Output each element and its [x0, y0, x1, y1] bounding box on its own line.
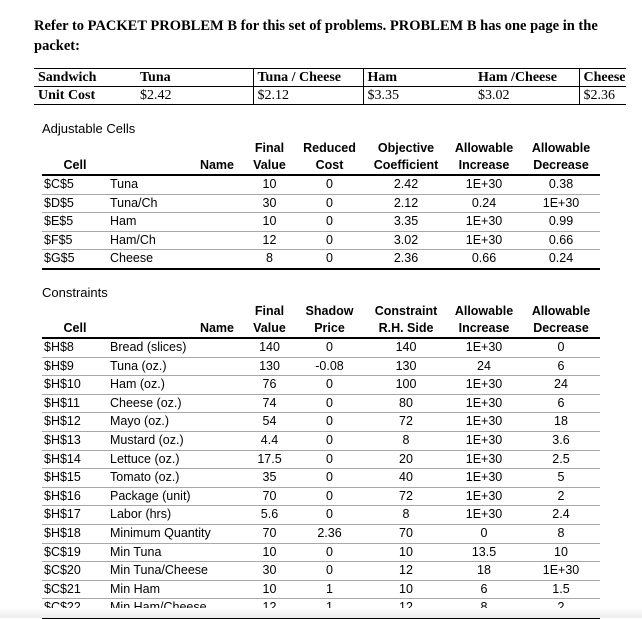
col-final-value-top: Final: [254, 304, 285, 318]
allowable-increase: 0.66: [446, 250, 522, 269]
col-objective-coefficient-bottom: Coefficient: [366, 157, 446, 175]
cell-ref: $H$14: [42, 450, 108, 469]
table-row: [42, 213, 600, 232]
final-value: 70: [246, 524, 293, 543]
constraint-rhs: 40: [366, 469, 446, 488]
col-final-value-top: Final: [254, 141, 285, 155]
cell-name: Lettuce (oz.): [108, 450, 246, 469]
objective-coefficient: 3.35: [366, 213, 446, 232]
cell-name: Package (unit): [108, 487, 246, 506]
allowable-increase: 1E+30: [446, 431, 522, 450]
allowable-decrease: 1E+30: [522, 562, 600, 581]
bottom-edge-shade: [0, 608, 642, 618]
allowable-decrease: 2.4: [522, 506, 600, 525]
allowable-decrease: 24: [522, 376, 600, 395]
allowable-increase: 1E+30: [446, 506, 522, 525]
constraint-rhs: 10: [366, 543, 446, 562]
cell-ref: $H$10: [42, 376, 108, 395]
final-value: 5.6: [246, 506, 293, 525]
allowable-decrease: 2: [522, 487, 600, 506]
table-row: [42, 194, 600, 213]
objective-coefficient: 2.36: [366, 250, 446, 269]
cell-name: Ham: [108, 213, 246, 232]
cell-ref: $H$13: [42, 431, 108, 450]
shadow-price: 0: [293, 543, 366, 562]
sandwich-name-ham: Ham: [363, 69, 474, 87]
adjustable-cells-title: Adjustable Cells: [42, 121, 136, 136]
table-row: [42, 562, 600, 581]
allowable-decrease: 0.66: [522, 231, 600, 250]
col-allowable-decrease-top: Allowable: [531, 304, 591, 318]
allowable-increase: 1E+30: [446, 231, 522, 250]
cell-name: Bread (slices): [108, 338, 246, 357]
col-final-value-bottom: Value: [246, 320, 293, 338]
shadow-price: 0: [293, 487, 366, 506]
final-value: 130: [246, 357, 293, 376]
constraint-rhs: 8: [366, 506, 446, 525]
col-cell: Cell: [42, 320, 108, 338]
col-shadow-price-bottom: Price: [293, 320, 366, 338]
allowable-decrease: 0.99: [522, 213, 600, 232]
table-row: [42, 250, 600, 269]
shadow-price: 0: [293, 450, 366, 469]
final-value: 10: [246, 175, 293, 194]
cell-ref: $E$5: [42, 213, 108, 232]
problem-instructions: Refer to PACKET PROBLEM B for this set of problems. PROBLEM B has one page in the packet:: [34, 18, 598, 54]
reduced-cost: 0: [293, 175, 366, 194]
cell-ref: $C$21: [42, 580, 108, 599]
table-row: [42, 524, 600, 543]
allowable-increase: 13.5: [446, 543, 522, 562]
final-value: 12: [246, 231, 293, 250]
cell-ref: $G$5: [42, 250, 108, 269]
col-reduced-cost-bottom: Cost: [293, 157, 366, 175]
col-allowable-increase-top: Allowable: [454, 304, 514, 318]
cell-name: Ham/Ch: [108, 231, 246, 250]
col-shadow-price-top: Shadow: [305, 304, 354, 318]
final-value: 30: [246, 194, 293, 213]
objective-coefficient: 2.42: [366, 175, 446, 194]
cell-name: Mustard (oz.): [108, 431, 246, 450]
shadow-price: -0.08: [293, 357, 366, 376]
table-row: [42, 543, 600, 562]
cell-name: Tuna (oz.): [108, 357, 246, 376]
col-cell: Cell: [42, 157, 108, 175]
unit-cost-row: [34, 87, 626, 105]
col-name: Name: [108, 157, 246, 175]
allowable-increase: 1E+30: [446, 394, 522, 413]
allowable-increase: 1E+30: [446, 213, 522, 232]
allowable-increase: 0: [446, 524, 522, 543]
col-name: Name: [108, 320, 246, 338]
final-value: 17.5: [246, 450, 293, 469]
shadow-price: 0: [293, 376, 366, 395]
col-allowable-increase-top: Allowable: [454, 141, 514, 155]
cell-ref: $C$20: [42, 562, 108, 581]
objective-coefficient: 2.12: [366, 194, 446, 213]
shadow-price: 0: [293, 394, 366, 413]
sandwich-name-tuna-cheese: Tuna / Cheese: [253, 69, 363, 87]
unit-cost-ham: $3.35: [363, 87, 474, 105]
cell-ref: $H$12: [42, 413, 108, 432]
cell-ref: $H$15: [42, 469, 108, 488]
cell-name: Minimum Quantity: [108, 524, 246, 543]
cell-ref: $C$19: [42, 543, 108, 562]
constraints-title: Constraints: [42, 285, 108, 300]
table-row: [42, 175, 600, 194]
shadow-price: 0: [293, 338, 366, 357]
col-allowable-decrease-top: Allowable: [531, 141, 591, 155]
cell-ref: $H$17: [42, 506, 108, 525]
constraint-rhs: 80: [366, 394, 446, 413]
constraint-rhs: 10: [366, 580, 446, 599]
allowable-decrease: 5: [522, 469, 600, 488]
final-value: 70: [246, 487, 293, 506]
col-objective-coefficient-top: Objective: [377, 141, 435, 155]
unit-cost-ham-cheese: $3.02: [474, 87, 579, 105]
final-value: 140: [246, 338, 293, 357]
constraint-rhs: 72: [366, 487, 446, 506]
allowable-decrease: 6: [522, 394, 600, 413]
col-reduced-cost-top: Reduced: [303, 141, 356, 155]
table-row: [42, 450, 600, 469]
allowable-increase: 0.24: [446, 194, 522, 213]
allowable-increase: 24: [446, 357, 522, 376]
allowable-increase: 1E+30: [446, 338, 522, 357]
shadow-price: 1: [293, 580, 366, 599]
cell-name: Cheese: [108, 250, 246, 269]
allowable-decrease: 0: [522, 338, 600, 357]
cell-name: Min Ham: [108, 580, 246, 599]
cell-name: Cheese (oz.): [108, 394, 246, 413]
reduced-cost: 0: [293, 231, 366, 250]
constraint-rhs: 12: [366, 562, 446, 581]
cell-name: Mayo (oz.): [108, 413, 246, 432]
unit-cost-cheese: $2.36: [579, 87, 626, 105]
col-final-value-bottom: Value: [246, 157, 293, 175]
col-allowable-increase-bottom: Increase: [446, 320, 522, 338]
reduced-cost: 0: [293, 250, 366, 269]
final-value: 10: [246, 213, 293, 232]
allowable-decrease: 3.6: [522, 431, 600, 450]
reduced-cost: 0: [293, 213, 366, 232]
allowable-increase: 1E+30: [446, 450, 522, 469]
final-value: 8: [246, 250, 293, 269]
table-row: [42, 338, 600, 357]
shadow-price: 2.36: [293, 524, 366, 543]
allowable-decrease: 1E+30: [522, 194, 600, 213]
allowable-increase: 18: [446, 562, 522, 581]
allowable-decrease: 2.5: [522, 450, 600, 469]
cell-ref: $D$5: [42, 194, 108, 213]
table-row: [42, 394, 600, 413]
sandwich-name-ham-cheese: Ham /Cheese: [474, 69, 579, 87]
constraints-table: [42, 303, 600, 619]
cell-name: Min Tuna/Cheese: [108, 562, 246, 581]
table-row: [42, 487, 600, 506]
table-row: [42, 469, 600, 488]
final-value: 30: [246, 562, 293, 581]
allowable-increase: 1E+30: [446, 469, 522, 488]
col-allowable-decrease-bottom: Decrease: [522, 157, 600, 175]
allowable-increase: 1E+30: [446, 376, 522, 395]
cell-name: Tuna: [108, 175, 246, 194]
unit-cost-label: Unit Cost: [34, 87, 136, 105]
allowable-increase: 6: [446, 580, 522, 599]
final-value: 4.4: [246, 431, 293, 450]
shadow-price: 0: [293, 469, 366, 488]
allowable-increase: 1E+30: [446, 175, 522, 194]
table-row: [42, 580, 600, 599]
constraint-rhs: 140: [366, 338, 446, 357]
allowable-decrease: 1.5: [522, 580, 600, 599]
constraint-rhs: 130: [366, 357, 446, 376]
cell-name: Ham (oz.): [108, 376, 246, 395]
constraint-rhs: 100: [366, 376, 446, 395]
sandwich-label: Sandwich: [34, 69, 136, 87]
allowable-decrease: 0.38: [522, 175, 600, 194]
allowable-increase: 1E+30: [446, 487, 522, 506]
allowable-decrease: 0.24: [522, 250, 600, 269]
reduced-cost: 0: [293, 194, 366, 213]
table-row: [42, 231, 600, 250]
col-allowable-increase-bottom: Increase: [446, 157, 522, 175]
constraint-rhs: 20: [366, 450, 446, 469]
shadow-price: 0: [293, 431, 366, 450]
col-constraint-rhs-bottom: R.H. Side: [366, 320, 446, 338]
cell-name: Tomato (oz.): [108, 469, 246, 488]
sandwich-name-tuna: Tuna: [136, 69, 253, 87]
shadow-price: 0: [293, 413, 366, 432]
allowable-decrease: 8: [522, 524, 600, 543]
table-row: [42, 506, 600, 525]
table-row: [42, 357, 600, 376]
sandwich-row: [34, 69, 626, 87]
final-value: 54: [246, 413, 293, 432]
cell-name: Min Tuna: [108, 543, 246, 562]
shadow-price: 0: [293, 506, 366, 525]
cell-ref: $H$11: [42, 394, 108, 413]
unit-cost-tuna-cheese: $2.12: [253, 87, 363, 105]
cell-ref: $H$18: [42, 524, 108, 543]
allowable-decrease: 6: [522, 357, 600, 376]
sandwich-cost-table: [34, 68, 626, 105]
constraint-rhs: 72: [366, 413, 446, 432]
shadow-price: 0: [293, 562, 366, 581]
table-row: [42, 431, 600, 450]
cell-ref: $F$5: [42, 231, 108, 250]
adjustable-cells-table: [42, 140, 600, 270]
table-row: [42, 413, 600, 432]
col-allowable-decrease-bottom: Decrease: [522, 320, 600, 338]
allowable-decrease: 18: [522, 413, 600, 432]
final-value: 35: [246, 469, 293, 488]
final-value: 10: [246, 580, 293, 599]
constraint-rhs: 8: [366, 431, 446, 450]
constraint-rhs: 70: [366, 524, 446, 543]
col-constraint-rhs-top: Constraint: [374, 304, 438, 318]
allowable-increase: 1E+30: [446, 413, 522, 432]
cell-ref: $H$8: [42, 338, 108, 357]
cell-name: Tuna/Ch: [108, 194, 246, 213]
table-row: [42, 376, 600, 395]
cell-ref: $C$5: [42, 175, 108, 194]
unit-cost-tuna: $2.42: [136, 87, 253, 105]
final-value: 76: [246, 376, 293, 395]
objective-coefficient: 3.02: [366, 231, 446, 250]
allowable-decrease: 10: [522, 543, 600, 562]
final-value: 74: [246, 394, 293, 413]
cell-ref: $H$16: [42, 487, 108, 506]
final-value: 10: [246, 543, 293, 562]
cell-name: Labor (hrs): [108, 506, 246, 525]
sandwich-name-cheese: Cheese: [579, 69, 626, 87]
cell-ref: $H$9: [42, 357, 108, 376]
